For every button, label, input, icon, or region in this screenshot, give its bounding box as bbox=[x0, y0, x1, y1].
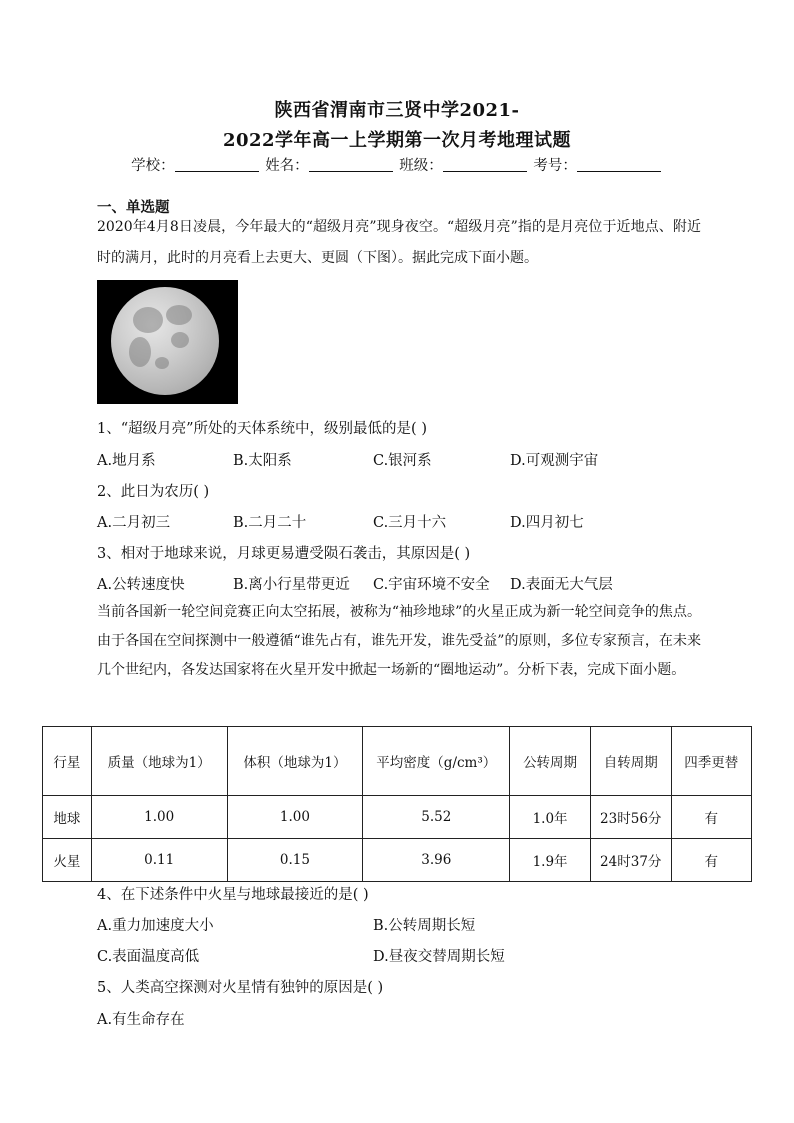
q4-option-a[interactable]: A.重力加速度大小 bbox=[97, 918, 214, 934]
q2-option-a[interactable]: A.二月初三 bbox=[97, 515, 171, 531]
table-header-row bbox=[43, 727, 752, 796]
table-cell: 0.15 bbox=[227, 839, 363, 882]
table-header-cell: 自转周期 bbox=[590, 727, 671, 796]
table-cell: 1.9年 bbox=[510, 839, 591, 882]
question-3-stem: 3、相对于地球来说，月球更易遭受陨石袭击，其原因是( ) bbox=[97, 546, 471, 562]
table-header-cell: 行星 bbox=[43, 727, 92, 796]
table-cell: 23时56分 bbox=[590, 796, 671, 839]
passage-mars: 当前各国新一轮空间竞赛正向太空拓展，被称为“袖珍地球”的火星正成为新一轮空间竞争的焦点。由于各国在空间探测中一般遵循“谁先占有，谁先开发，谁先受益”的原则，多位专家预言，在未来几个世纪内，各发达国家将在火星开发中掀起一场新的“圈地运动”。分析下表，完成下面小题。 bbox=[97, 604, 701, 678]
table-cell: 1.00 bbox=[91, 796, 227, 839]
student-info-line bbox=[0, 154, 794, 175]
name-label: 姓名： bbox=[265, 158, 309, 174]
planet-comparison-table bbox=[42, 726, 752, 882]
table-cell: 有 bbox=[671, 796, 751, 839]
passage-supermoon: 2020年4月8日凌晨，今年最大的“超级月亮”现身夜空。“超级月亮”指的是月亮位于近地点、附近时的满月，此时的月亮看上去更大、更圆（下图）。据此完成下面小题。 bbox=[97, 219, 701, 266]
number-label: 考号： bbox=[533, 158, 577, 174]
table-cell: 火星 bbox=[43, 839, 92, 882]
q1-option-b[interactable]: B.太阳系 bbox=[233, 453, 292, 469]
q5-option-a[interactable]: A.有生命存在 bbox=[97, 1012, 185, 1028]
table-header-cell: 公转周期 bbox=[510, 727, 591, 796]
table-header-cell: 四季更替 bbox=[671, 727, 751, 796]
q2-option-b[interactable]: B.二月二十 bbox=[233, 515, 307, 531]
moon-photo bbox=[97, 280, 238, 404]
exam-title-line2: 2022学年高一上学期第一次月考地理试题 bbox=[222, 130, 572, 151]
name-blank[interactable] bbox=[309, 157, 393, 172]
class-blank[interactable] bbox=[443, 157, 527, 172]
q3-option-d[interactable]: D.表面无大气层 bbox=[510, 577, 613, 593]
question-5-stem: 5、人类高空探测对火星情有独钟的原因是( ) bbox=[97, 980, 384, 996]
question-1-stem: 1、“超级月亮”所处的天体系统中，级别最低的是( ) bbox=[97, 421, 427, 437]
q1-option-a[interactable]: A.地月系 bbox=[97, 453, 156, 469]
q1-option-c[interactable]: C.银河系 bbox=[373, 453, 432, 469]
class-label: 班级： bbox=[399, 158, 443, 174]
school-label: 学校： bbox=[131, 158, 175, 174]
exam-title-line1: 陕西省渭南市三贤中学2021- bbox=[274, 100, 520, 121]
table-header-cell: 质量（地球为1） bbox=[91, 727, 227, 796]
table-cell: 地球 bbox=[43, 796, 92, 839]
q2-option-c[interactable]: C.三月十六 bbox=[373, 515, 447, 531]
q2-option-d[interactable]: D.四月初七 bbox=[510, 515, 584, 531]
table-cell: 5.52 bbox=[363, 796, 510, 839]
moon-icon bbox=[111, 287, 219, 395]
table-row bbox=[43, 839, 752, 882]
q1-option-d[interactable]: D.可观测宇宙 bbox=[510, 453, 599, 469]
table-cell: 1.0年 bbox=[510, 796, 591, 839]
table-header-cell: 体积（地球为1） bbox=[227, 727, 363, 796]
table-cell: 1.00 bbox=[227, 796, 363, 839]
q3-option-b[interactable]: B.离小行星带更近 bbox=[233, 577, 350, 593]
q3-option-a[interactable]: A.公转速度快 bbox=[97, 577, 185, 593]
section-heading: 一、单选题 bbox=[97, 199, 170, 216]
question-4-stem: 4、在下述条件中火星与地球最接近的是( ) bbox=[97, 887, 369, 903]
table-cell: 0.11 bbox=[91, 839, 227, 882]
table-row bbox=[43, 796, 752, 839]
q4-option-d[interactable]: D.昼夜交替周期长短 bbox=[373, 949, 505, 965]
school-blank[interactable] bbox=[175, 157, 259, 172]
q4-option-b[interactable]: B.公转周期长短 bbox=[373, 918, 476, 934]
table-cell: 3.96 bbox=[363, 839, 510, 882]
table-header-cell: 平均密度（g/cm³） bbox=[363, 727, 510, 796]
question-2-stem: 2、此日为农历( ) bbox=[97, 484, 210, 500]
q4-option-c[interactable]: C.表面温度高低 bbox=[97, 949, 200, 965]
q3-option-c[interactable]: C.宇宙环境不安全 bbox=[373, 577, 490, 593]
table-cell: 有 bbox=[671, 839, 751, 882]
number-blank[interactable] bbox=[577, 157, 661, 172]
table-cell: 24时37分 bbox=[590, 839, 671, 882]
